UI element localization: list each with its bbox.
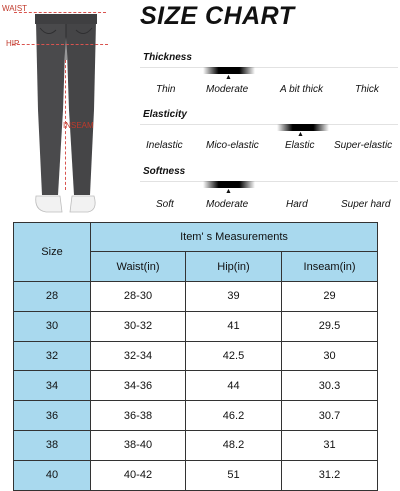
elasticity-option: Elastic [285,140,315,151]
softness-rule [140,181,398,182]
thickness-rule [140,67,398,68]
inseam-cell: 30.7 [282,401,378,431]
softness-option: Moderate [206,199,249,210]
waist-cell: 36-38 [91,401,186,431]
product-figure [0,0,125,220]
hip-cell: 46.2 [186,401,282,431]
table-header-row [14,223,378,252]
table-row [14,460,378,490]
waist-guide-line [14,12,106,13]
softness-title: Softness [143,166,186,177]
size-chart-title: SIZE CHART [140,2,295,30]
softness-option: Soft [156,199,174,210]
size-cell: 28 [14,282,91,312]
table-row [14,401,378,431]
hip-guide-line [12,44,108,45]
thickness-arrow-icon: ▲ [225,74,232,81]
waist-cell: 32-34 [91,341,186,371]
waist-cell: 28-30 [91,282,186,312]
size-cell: 34 [14,371,91,401]
elasticity-rule [140,124,398,125]
elasticity-title: Elasticity [143,109,187,120]
elasticity-option: Mico-elastic [206,140,259,151]
elasticity-option: Super-elastic [334,140,393,151]
pants-illustration [0,0,125,220]
elasticity-indicator [277,124,329,131]
inseam-cell: 30 [282,341,378,371]
table-row [14,311,378,341]
hip-column-header: Hip(in) [186,252,282,282]
size-column-header: Size [14,223,91,282]
size-cell: 32 [14,341,91,371]
thickness-option: A bit thick [280,84,323,95]
hip-label: HIP [6,39,20,48]
inseam-column-header: Inseam(in) [282,252,378,282]
thickness-option: Thick [355,84,379,95]
waist-cell: 38-40 [91,430,186,460]
softness-option: Super hard [341,199,391,210]
size-cell: 30 [14,311,91,341]
thickness-indicator [203,67,255,74]
inseam-cell: 31 [282,430,378,460]
hip-cell: 51 [186,460,282,490]
size-cell: 36 [14,401,91,431]
hip-cell: 48.2 [186,430,282,460]
waist-cell: 40-42 [91,460,186,490]
elasticity-option: Inelastic [146,140,183,151]
measurements-group-header: Item' s Measurements [91,223,378,252]
size-cell: 38 [14,430,91,460]
table-row [14,371,378,401]
inseam-cell: 30.3 [282,371,378,401]
table-row [14,430,378,460]
hip-cell: 41 [186,311,282,341]
thickness-title: Thickness [143,52,192,63]
thickness-option: Thin [156,84,176,95]
table-row [14,341,378,371]
softness-option: Hard [286,199,308,210]
size-table [13,222,378,491]
softness-arrow-icon: ▲ [225,188,232,195]
waist-cell: 30-32 [91,311,186,341]
inseam-label: INSEAM [63,121,94,130]
inseam-cell: 29 [282,282,378,312]
hip-cell: 39 [186,282,282,312]
size-cell: 40 [14,460,91,490]
softness-indicator [203,181,255,188]
waist-label: WAIST [2,4,28,13]
hip-cell: 42.5 [186,341,282,371]
waist-cell: 34-36 [91,371,186,401]
elasticity-arrow-icon: ▲ [297,131,304,138]
waist-column-header: Waist(in) [91,252,186,282]
inseam-cell: 29.5 [282,311,378,341]
thickness-option: Moderate [206,84,249,95]
inseam-cell: 31.2 [282,460,378,490]
table-row [14,282,378,312]
hip-cell: 44 [186,371,282,401]
